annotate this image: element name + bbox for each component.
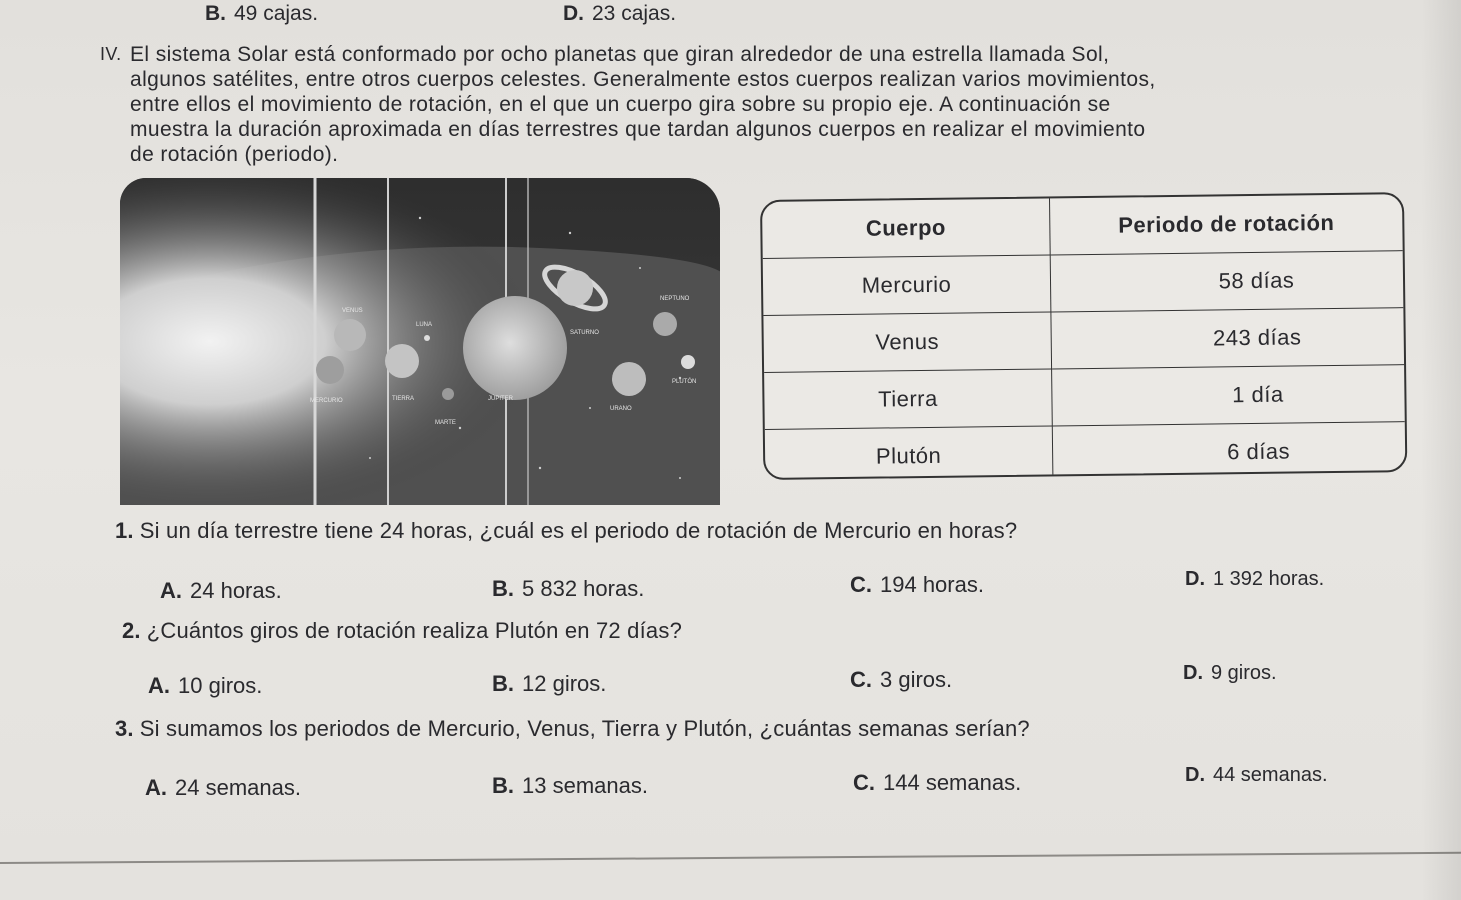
cell-body: Plutón <box>765 426 1053 480</box>
question-3 <box>115 716 1030 742</box>
option-text: 194 horas. <box>880 572 984 597</box>
option-letter: C. <box>850 667 872 692</box>
option-letter: B. <box>205 2 226 25</box>
intro-line: entre ellos el movimiento de rotación, en el que un cuerpo gira sobre su propio eje. A continuación se <box>130 93 1111 116</box>
option-text: 24 semanas. <box>175 775 301 800</box>
label-venus: VENUS <box>342 308 363 314</box>
intro-line: El sistema Solar está conformado por ocho planetas que giran alrededor de una estrella llamada Sol, <box>130 43 1110 66</box>
label-marte: MARTE <box>435 420 456 426</box>
option-letter: B. <box>492 773 514 798</box>
q3-option-b[interactable] <box>492 773 648 799</box>
label-luna: LUNA <box>416 322 433 328</box>
option-letter: D. <box>563 2 584 25</box>
label-pluton: PLUTÓN <box>672 379 697 385</box>
question-text: Si sumamos los periodos de Mercurio, Venus, Tierra y Plutón, ¿cuántas semanas serían? <box>139 716 1030 741</box>
cell-period: 6 días <box>1052 422 1405 480</box>
q1-option-d[interactable] <box>1185 568 1324 591</box>
option-text: 10 giros. <box>178 673 263 698</box>
page-edge-line <box>0 852 1461 864</box>
option-letter: B. <box>492 671 514 696</box>
option-text: 24 horas. <box>190 578 282 603</box>
option-text: 5 832 horas. <box>522 576 645 601</box>
section-numeral: IV. <box>100 44 122 64</box>
q2-option-b[interactable] <box>492 671 606 697</box>
table-row <box>765 422 1406 480</box>
intro-line: de rotación (periodo). <box>130 143 339 166</box>
cell-body: Venus <box>763 312 1051 373</box>
table-row <box>763 251 1404 316</box>
intro-line: muestra la duración aproximada en días terrestres que tardan algunos cuerpos en realizar el movimiento <box>130 118 1146 141</box>
cell-period: 1 día <box>1052 365 1405 426</box>
option-text: 23 cajas. <box>592 2 677 25</box>
option-letter: B. <box>492 576 514 601</box>
q2-option-a[interactable] <box>148 673 262 699</box>
q1-option-a[interactable] <box>160 578 282 604</box>
table-row <box>763 308 1404 373</box>
option-text: 9 giros. <box>1211 662 1277 684</box>
q2-option-d[interactable] <box>1183 662 1277 685</box>
option-text: 44 semanas. <box>1213 764 1328 786</box>
question-number: 1. <box>115 518 134 543</box>
option-text: 12 giros. <box>522 671 607 696</box>
prev-option-b <box>205 2 318 26</box>
table-row <box>764 365 1405 430</box>
solar-system-illustration <box>120 178 720 505</box>
option-text: 49 cajas. <box>234 2 319 25</box>
header-periodo: Periodo de rotación <box>1050 194 1403 255</box>
option-letter: D. <box>1185 568 1205 590</box>
option-text: 13 semanas. <box>522 773 648 798</box>
label-tierra: TIERRA <box>392 396 415 402</box>
q2-option-c[interactable] <box>850 667 952 693</box>
q3-option-d[interactable] <box>1185 764 1328 787</box>
question-number: 3. <box>115 716 134 741</box>
option-text: 1 392 horas. <box>1213 568 1325 590</box>
solar-system-image <box>120 178 720 505</box>
option-text: 144 semanas. <box>883 770 1022 795</box>
header-cuerpo: Cuerpo <box>762 198 1050 258</box>
intro-line: algunos satélites, entre otros cuerpos celestes. Generalmente estos cuerpos realizan varios movimientos, <box>130 68 1156 91</box>
label-saturno: SATURNO <box>570 330 599 336</box>
option-letter: A. <box>160 578 182 603</box>
question-2 <box>122 618 682 644</box>
label-neptuno: NEPTUNO <box>660 296 690 302</box>
page-shadow <box>1421 0 1461 900</box>
prev-option-d <box>563 2 676 26</box>
cell-body: Mercurio <box>763 255 1051 316</box>
cell-body: Tierra <box>764 369 1052 430</box>
table <box>762 194 1405 480</box>
cell-period: 58 días <box>1050 251 1403 312</box>
cell-period: 243 días <box>1051 308 1404 369</box>
option-letter: A. <box>148 673 170 698</box>
question-number: 2. <box>122 618 141 643</box>
option-text: 3 giros. <box>880 667 953 692</box>
option-letter: C. <box>850 572 872 597</box>
option-letter: C. <box>853 770 875 795</box>
q3-option-c[interactable] <box>853 770 1021 796</box>
label-mercurio: MERCURIO <box>310 398 343 404</box>
section-intro <box>100 42 1405 167</box>
option-letter: D. <box>1185 764 1205 786</box>
label-urano: URANO <box>610 406 632 412</box>
question-1 <box>115 518 1017 544</box>
question-text: Si un día terrestre tiene 24 horas, ¿cuál es el periodo de rotación de Mercurio en horas? <box>139 518 1018 543</box>
option-letter: A. <box>145 775 167 800</box>
rotation-period-table <box>760 192 1407 480</box>
q1-option-b[interactable] <box>492 576 644 602</box>
q1-option-c[interactable] <box>850 572 984 598</box>
table-header-row <box>762 194 1403 258</box>
question-text: ¿Cuántos giros de rotación realiza Plutón en 72 días? <box>146 618 682 643</box>
label-jupiter: JÚPITER <box>488 396 514 402</box>
q3-option-a[interactable] <box>145 775 301 801</box>
option-letter: D. <box>1183 662 1203 684</box>
